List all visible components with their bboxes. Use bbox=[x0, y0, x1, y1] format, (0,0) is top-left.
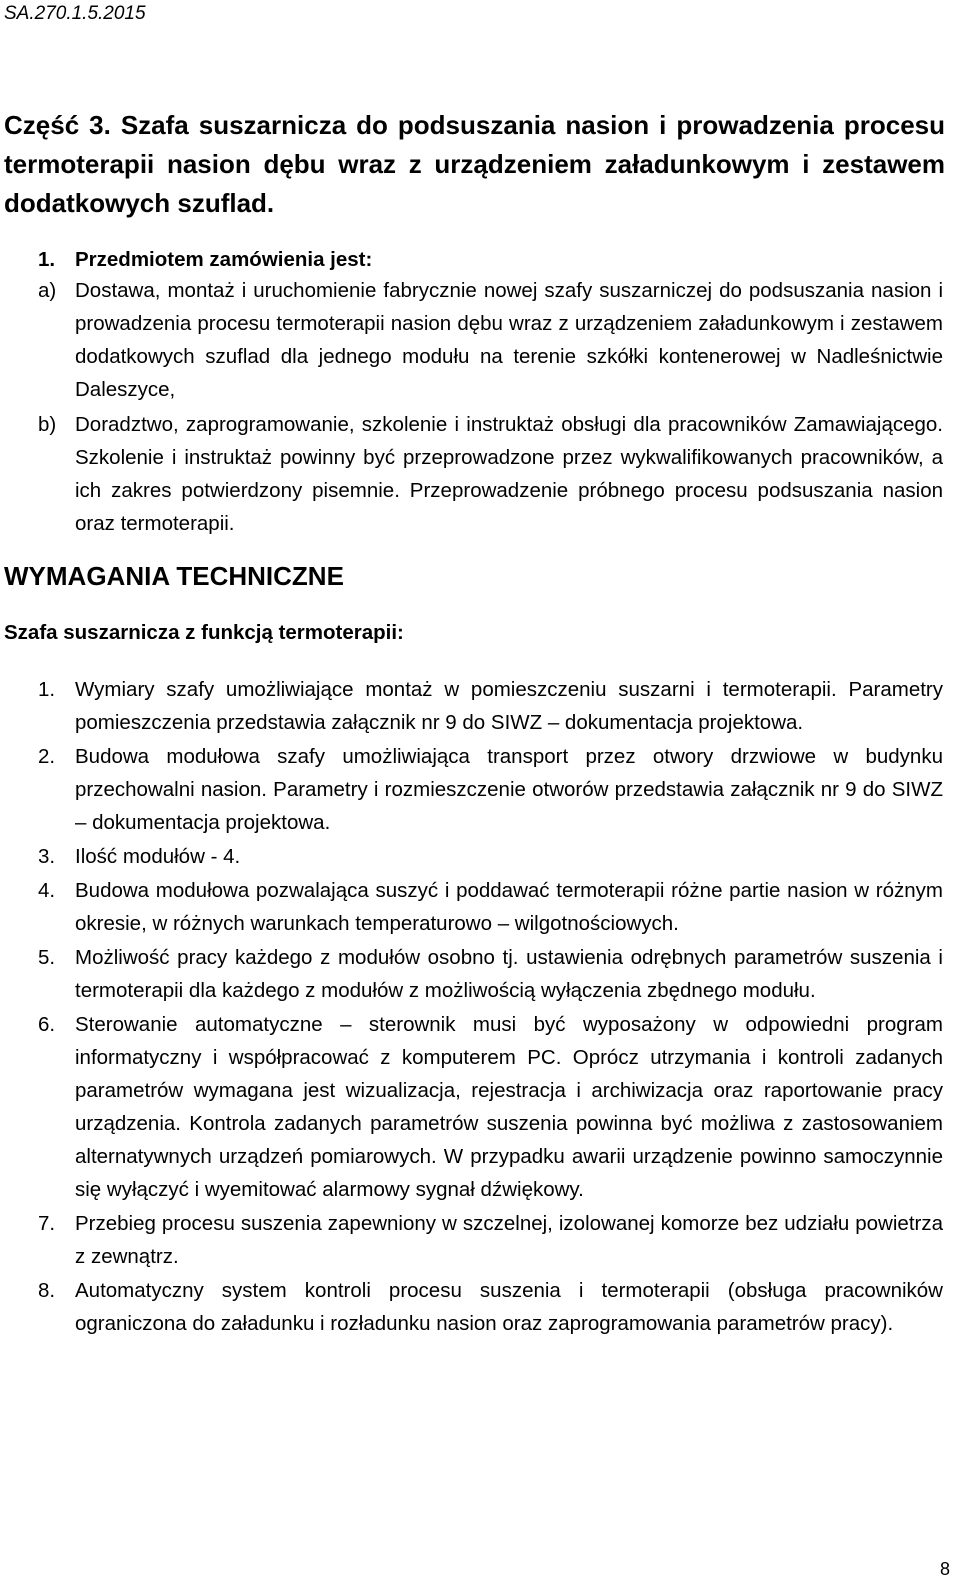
section-title: Przedmiotem zamówienia jest: bbox=[75, 248, 373, 271]
item-number: 7. bbox=[38, 1212, 56, 1235]
item-number: 6. bbox=[38, 1013, 56, 1036]
item-label: a) bbox=[38, 279, 57, 302]
requirement-item bbox=[38, 840, 943, 873]
requirements-list bbox=[38, 673, 943, 1341]
item-number: 1. bbox=[38, 678, 56, 701]
item-text: Doradztwo, zaprogramowanie, szkolenie i instruktaż obsługi dla pracowników Zamawiającego. Szkolenie i instruktaż powinny być przeprowadzone przez wykwalifikowanych pracowników, a ich zakres potwierdzony pisemnie. Przeprowadzenie próbnego procesu podsuszania nasion oraz termoterapii. bbox=[75, 413, 943, 535]
section-number: 1. bbox=[38, 248, 56, 271]
part-title: Część 3. Szafa suszarnicza do podsuszania nasion i prowadzenia procesu termoterapii nasion dębu wraz z urządzeniem załadunkowym i zestawem dodatkowych szuflad. bbox=[4, 110, 945, 218]
page-number: 8 bbox=[939, 1559, 950, 1579]
requirement-item bbox=[38, 941, 943, 1007]
item-label: b) bbox=[38, 413, 57, 436]
document-reference: SA.270.1.5.2015 bbox=[4, 3, 146, 24]
requirements-heading: WYMAGANIA TECHNICZNE bbox=[4, 561, 344, 591]
requirement-item bbox=[38, 673, 943, 739]
item-number: 8. bbox=[38, 1279, 56, 1302]
section-heading bbox=[38, 243, 372, 276]
item-text: Wymiary szafy umożliwiające montaż w pomieszczeniu suszarni i termoterapii. Parametry pomieszczenia przedstawia załącznik nr 9 do SIWZ – dokumentacja projektowa. bbox=[75, 678, 943, 734]
item-text: Przebieg procesu suszenia zapewniony w szczelnej, izolowanej komorze bez udziału powietrza z zewnątrz. bbox=[75, 1212, 943, 1268]
requirement-item bbox=[38, 874, 943, 940]
item-number: 4. bbox=[38, 879, 56, 902]
requirement-item bbox=[38, 1008, 943, 1206]
requirement-item bbox=[38, 1207, 943, 1273]
item-text: Dostawa, montaż i uruchomienie fabrycznie nowej szafy suszarniczej do podsuszania nasion i prowadzenia procesu termoterapii nasion dębu wraz z urządzeniem załadunkowym i zestawem dodatkowych szuflad dla jednego modułu na terenie szkółki kontenerowej w Nadleśnictwie Daleszyce, bbox=[75, 279, 943, 401]
item-number: 3. bbox=[38, 845, 56, 868]
item-text: Ilość modułów - 4. bbox=[75, 845, 241, 868]
item-text: Sterowanie automatyczne – sterownik musi być wyposażony w odpowiedni program informatyczny i współpracować z komputerem PC. Oprócz utrzymania i kontroli zadanych parametrów wymagana jest wizualizacja, rejestracja i archiwizacja oraz raportowanie pracy urządzenia. Kontrola zadanych parametrów suszenia powinna być możliwa z zastosowaniem alternatywnych urządzeń pomiarowych. W przypadku awarii urządzenie powinno samoczynnie się wyłączyć i wyemitować alarmowy sygnał dźwiękowy. bbox=[75, 1013, 943, 1201]
requirement-item bbox=[38, 740, 943, 839]
requirements-subheading: Szafa suszarnicza z funkcją termoterapii: bbox=[4, 621, 404, 644]
item-text: Możliwość pracy każdego z modułów osobno tj. ustawienia odrębnych parametrów suszenia i termoterapii dla każdego z modułów z możliwością wyłączenia zbędnego modułu. bbox=[75, 946, 943, 1002]
item-number: 2. bbox=[38, 745, 56, 768]
item-text: Automatyczny system kontroli procesu suszenia i termoterapii (obsługa pracowników ograniczona do załadunku i rozładunku nasion oraz zaprogramowania parametrów pracy). bbox=[75, 1279, 943, 1335]
item-number: 5. bbox=[38, 946, 56, 969]
item-text: Budowa modułowa pozwalająca suszyć i poddawać termoterapii różne partie nasion w różnym okresie, w różnych warunkach temperaturowo – wilgotnościowych. bbox=[75, 879, 943, 935]
requirement-item bbox=[38, 1274, 943, 1340]
item-text: Budowa modułowa szafy umożliwiająca transport przez otwory drzwiowe w budynku przechowalni nasion. Parametry i rozmieszczenie otworów przedstawia załącznik nr 9 do SIWZ – dokumentacja projektowa. bbox=[75, 745, 943, 834]
list-item bbox=[38, 274, 943, 406]
list-item bbox=[38, 408, 943, 540]
